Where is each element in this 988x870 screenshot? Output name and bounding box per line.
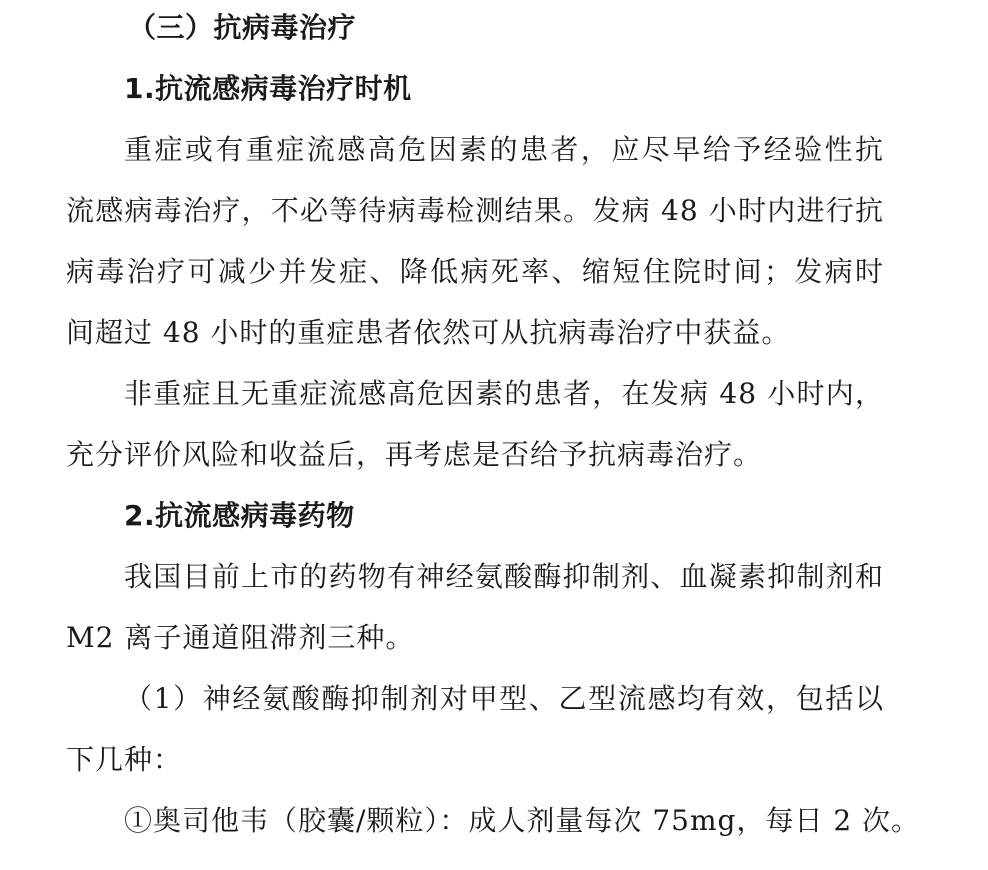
subheading-antiviral-drugs: 2.抗流感病毒药物 <box>124 499 355 532</box>
paragraph-4-line-2: 下几种： <box>66 743 183 776</box>
paragraph-3-line-1: 我国目前上市的药物有神经氨酸酶抑制剂、血凝素抑制剂和 <box>124 560 884 593</box>
paragraph-1-line-4: 间超过 48 小时的重症患者依然可从抗病毒治疗中获益。 <box>66 316 791 349</box>
paragraph-3-line-2: M2 离子通道阻滞剂三种。 <box>66 621 415 654</box>
subheading-treatment-timing: 1.抗流感病毒治疗时机 <box>124 72 412 105</box>
paragraph-4-line-1: （1）神经氨酸酶抑制剂对甲型、乙型流感均有效，包括以 <box>124 682 884 715</box>
section-heading: （三）抗病毒治疗 <box>128 11 357 44</box>
list-item-oseltamivir: ①奥司他韦（胶囊/颗粒）：成人剂量每次 75mg，每日 2 次。 <box>124 804 921 837</box>
paragraph-1-line-1: 重症或有重症流感高危因素的患者，应尽早给予经验性抗 <box>124 133 884 166</box>
paragraph-1-line-3: 病毒治疗可减少并发症、降低病死率、缩短住院时间；发病时 <box>66 255 884 288</box>
paragraph-1-line-2: 流感病毒治疗，不必等待病毒检测结果。发病 48 小时内进行抗 <box>66 194 884 227</box>
paragraph-2-line-2: 充分评价风险和收益后，再考虑是否给予抗病毒治疗。 <box>66 438 763 471</box>
paragraph-2-line-1: 非重症且无重症流感高危因素的患者，在发病 48 小时内， <box>124 377 884 410</box>
